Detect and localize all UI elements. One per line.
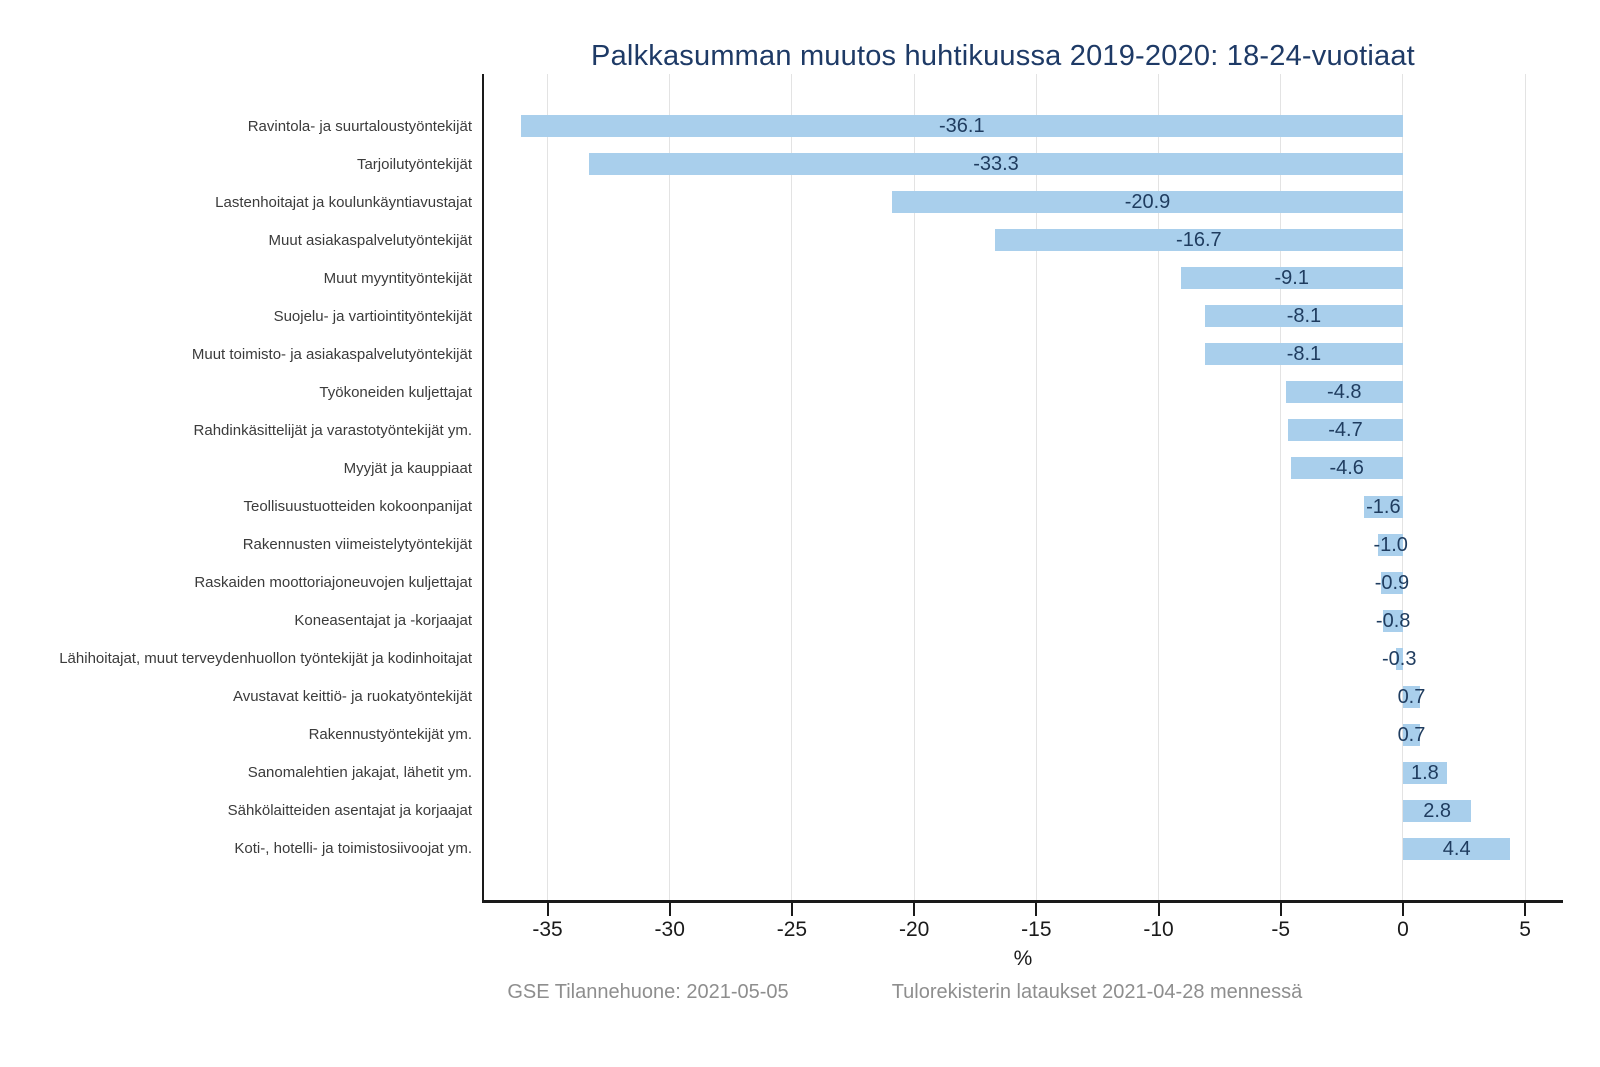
x-tick-mark xyxy=(791,903,793,916)
footer-source-note: GSE Tilannehuone: 2021-05-05 xyxy=(507,981,789,1003)
bar-row xyxy=(227,792,1563,830)
bar-row xyxy=(191,335,1563,373)
x-tick-label: -30 xyxy=(654,918,685,941)
bar-row xyxy=(268,221,1563,259)
category-label: Tarjoilutyöntekijät xyxy=(356,155,472,173)
x-tick-label: -35 xyxy=(532,918,563,941)
bar-value-label: 4.4 xyxy=(1442,837,1471,860)
category-label: Avustavat keittiö- ja ruokatyöntekijät xyxy=(232,688,472,706)
x-tick-label: -20 xyxy=(898,918,930,941)
category-label: Raskaiden moottoriajoneuvojen kuljettajat xyxy=(194,574,472,592)
category-label: Rahdinkäsittelijät ja varastotyöntekijät ym. xyxy=(193,421,472,439)
x-tick-mark xyxy=(1524,903,1526,916)
x-tick-mark xyxy=(1402,903,1404,916)
bar-row xyxy=(308,716,1563,754)
bar-value-label: -8.1 xyxy=(1286,305,1322,328)
bar-value-label: 0.7 xyxy=(1397,723,1426,746)
plot-area xyxy=(59,74,1563,901)
x-axis-label: % xyxy=(1013,947,1033,970)
bar-value-label: -1.6 xyxy=(1366,495,1401,518)
bar-value-label: -0.8 xyxy=(1375,609,1411,632)
bar-row xyxy=(193,411,1563,449)
bar-value-label: -4.7 xyxy=(1328,419,1363,442)
bar-row xyxy=(242,526,1563,564)
x-tick-mark xyxy=(1158,903,1160,916)
y-axis-line xyxy=(482,74,484,903)
category-label: Lähihoitajat, muut terveydenhuollon työntekijät ja kodinhoitajat xyxy=(59,650,472,668)
bar-row xyxy=(234,830,1563,868)
x-tick-label: -5 xyxy=(1271,918,1291,941)
chart-title: Palkkasumman muutos huhtikuussa 2019-2020: 18-24-vuotiaat xyxy=(591,40,1415,72)
bar-value-label: -33.3 xyxy=(973,153,1019,176)
bar-value-label: -0.9 xyxy=(1374,571,1410,594)
category-label: Sähkölaitteiden asentajat ja korjaajat xyxy=(227,802,472,820)
bar-value-label: -8.1 xyxy=(1286,343,1322,366)
bar-value-label: -9.1 xyxy=(1274,267,1309,290)
x-tick-mark xyxy=(547,903,549,916)
bar-row xyxy=(247,754,1563,792)
category-label: Myyjät ja kauppiaat xyxy=(343,459,472,477)
category-label: Työkoneiden kuljettajat xyxy=(319,383,472,401)
x-tick-label: 5 xyxy=(1519,918,1531,941)
category-label: Rakennusten viimeistelytyöntekijät xyxy=(242,536,472,554)
x-axis-line xyxy=(482,900,1563,903)
bar-value-label: -1.0 xyxy=(1373,533,1408,556)
bar-value-label: -36.1 xyxy=(938,115,985,138)
bar-row xyxy=(273,297,1563,335)
category-label: Suojelu- ja vartiointityöntekijät xyxy=(273,307,472,325)
bar-value-label: -4.6 xyxy=(1329,457,1364,480)
x-tick-mark xyxy=(1035,903,1037,916)
bar-row xyxy=(243,488,1563,526)
bar-row xyxy=(319,373,1563,411)
category-label: Ravintola- ja suurtaloustyöntekijät xyxy=(247,117,472,135)
category-label: Muut myyntityöntekijät xyxy=(323,269,472,287)
x-tick-mark xyxy=(669,903,671,916)
bar-row xyxy=(247,107,1563,145)
bar-row xyxy=(59,640,1563,678)
bar-value-label: 1.8 xyxy=(1411,761,1439,784)
bar-row xyxy=(215,183,1563,221)
bar-value-label: -0.3 xyxy=(1382,647,1417,670)
category-label: Koneasentajat ja -korjaajat xyxy=(294,612,472,630)
bar-row xyxy=(356,145,1563,183)
bar-value-label: -20.9 xyxy=(1124,191,1171,214)
bar-value-label: -4.8 xyxy=(1327,381,1362,404)
bar-value-label: 0.7 xyxy=(1397,685,1426,708)
category-label: Koti-, hotelli- ja toimistosiivoojat ym. xyxy=(234,840,472,858)
category-label: Lastenhoitajat ja koulunkäyntiavustajat xyxy=(215,193,472,211)
category-label: Sanomalehtien jakajat, lähetit ym. xyxy=(247,764,472,782)
category-label: Muut asiakaspalvelutyöntekijät xyxy=(268,231,472,249)
x-tick-label: 0 xyxy=(1397,918,1409,941)
x-tick-mark xyxy=(913,903,915,916)
x-tick-label: -25 xyxy=(776,918,808,941)
footer-update-note: Tulorekisterin lataukset 2021-04-28 mennessä xyxy=(891,981,1303,1003)
bar-value-label: 2.8 xyxy=(1423,799,1452,822)
bar-value-label: -16.7 xyxy=(1176,229,1222,252)
bar-row xyxy=(194,564,1563,602)
category-label: Rakennustyöntekijät ym. xyxy=(308,726,472,744)
category-label: Teollisuustuotteiden kokoonpanijat xyxy=(243,498,472,516)
bar-row xyxy=(323,259,1563,297)
bar-row xyxy=(343,449,1563,487)
category-label: Muut toimisto- ja asiakaspalvelutyöntekijät xyxy=(191,345,472,363)
bar-row xyxy=(232,678,1563,716)
x-tick-label: -15 xyxy=(1021,918,1052,941)
bar-row xyxy=(294,602,1563,640)
x-tick-label: -10 xyxy=(1143,918,1174,941)
x-tick-mark xyxy=(1280,903,1282,916)
